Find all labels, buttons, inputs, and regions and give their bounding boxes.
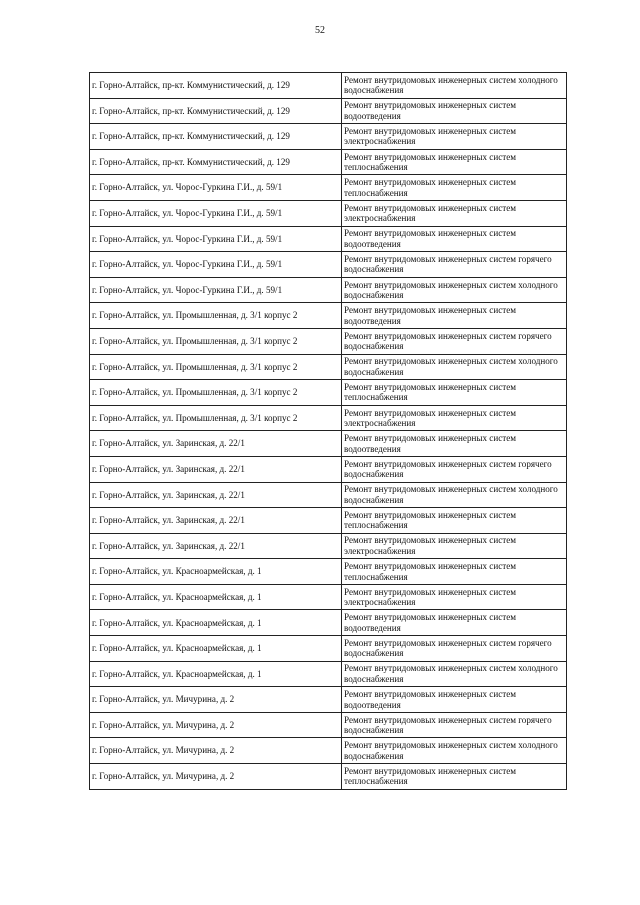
- address-cell: г. Горно-Алтайск, ул. Красноармейская, д. 1: [90, 661, 342, 687]
- table-row: [90, 661, 567, 687]
- table-row: [90, 354, 567, 380]
- table-row: [90, 533, 567, 559]
- table-row: [90, 482, 567, 508]
- table-row: [90, 636, 567, 662]
- work-type-cell: Ремонт внутридомовых инженерных систем холодного водоснабжения: [342, 738, 567, 764]
- table-row: [90, 431, 567, 457]
- work-type-cell: Ремонт внутридомовых инженерных систем электроснабжения: [342, 405, 567, 431]
- work-type-cell: Ремонт внутридомовых инженерных систем горячего водоснабжения: [342, 636, 567, 662]
- address-cell: г. Горно-Алтайск, ул. Красноармейская, д. 1: [90, 559, 342, 585]
- table-row: [90, 124, 567, 150]
- work-type-cell: Ремонт внутридомовых инженерных систем горячего водоснабжения: [342, 712, 567, 738]
- address-cell: г. Горно-Алтайск, ул. Мичурина, д. 2: [90, 712, 342, 738]
- work-type-cell: Ремонт внутридомовых инженерных систем электроснабжения: [342, 533, 567, 559]
- table-row: [90, 456, 567, 482]
- work-type-cell: Ремонт внутридомовых инженерных систем холодного водоснабжения: [342, 354, 567, 380]
- address-cell: г. Горно-Алтайск, ул. Красноармейская, д. 1: [90, 610, 342, 636]
- work-type-cell: Ремонт внутридомовых инженерных систем холодного водоснабжения: [342, 661, 567, 687]
- work-type-cell: Ремонт внутридомовых инженерных систем теплоснабжения: [342, 508, 567, 534]
- work-type-cell: Ремонт внутридомовых инженерных систем водоотведения: [342, 98, 567, 124]
- work-type-cell: Ремонт внутридомовых инженерных систем горячего водоснабжения: [342, 328, 567, 354]
- address-cell: г. Горно-Алтайск, ул. Заринская, д. 22/1: [90, 508, 342, 534]
- work-type-cell: Ремонт внутридомовых инженерных систем холодного водоснабжения: [342, 482, 567, 508]
- work-type-cell: Ремонт внутридомовых инженерных систем теплоснабжения: [342, 380, 567, 406]
- address-cell: г. Горно-Алтайск, ул. Мичурина, д. 2: [90, 687, 342, 713]
- address-cell: г. Горно-Алтайск, ул. Красноармейская, д. 1: [90, 584, 342, 610]
- page-number: 52: [315, 25, 325, 36]
- address-cell: г. Горно-Алтайск, ул. Чорос-Гуркина Г.И., д. 59/1: [90, 175, 342, 201]
- table-row: [90, 277, 567, 303]
- table-row: [90, 738, 567, 764]
- address-cell: г. Горно-Алтайск, ул. Промышленная, д. 3/1 корпус 2: [90, 380, 342, 406]
- work-type-cell: Ремонт внутридомовых инженерных систем электроснабжения: [342, 584, 567, 610]
- table-row: [90, 200, 567, 226]
- work-type-cell: Ремонт внутридомовых инженерных систем электроснабжения: [342, 124, 567, 150]
- address-cell: г. Горно-Алтайск, ул. Заринская, д. 22/1: [90, 431, 342, 457]
- address-cell: г. Горно-Алтайск, ул. Красноармейская, д. 1: [90, 636, 342, 662]
- work-type-cell: Ремонт внутридомовых инженерных систем водоотведения: [342, 226, 567, 252]
- address-cell: г. Горно-Алтайск, ул. Мичурина, д. 2: [90, 764, 342, 790]
- table-row: [90, 712, 567, 738]
- address-cell: г. Горно-Алтайск, ул. Промышленная, д. 3/1 корпус 2: [90, 303, 342, 329]
- table-row: [90, 149, 567, 175]
- work-type-cell: Ремонт внутридомовых инженерных систем горячего водоснабжения: [342, 456, 567, 482]
- address-cell: г. Горно-Алтайск, ул. Чорос-Гуркина Г.И., д. 59/1: [90, 252, 342, 278]
- table-row: [90, 328, 567, 354]
- address-cell: г. Горно-Алтайск, пр-кт. Коммунистический, д. 129: [90, 149, 342, 175]
- table-row: [90, 405, 567, 431]
- table-row: [90, 380, 567, 406]
- table-row: [90, 98, 567, 124]
- table-row: [90, 303, 567, 329]
- work-type-cell: Ремонт внутридомовых инженерных систем водоотведения: [342, 431, 567, 457]
- table-row: [90, 584, 567, 610]
- table-body: [90, 73, 567, 790]
- table-row: [90, 252, 567, 278]
- address-cell: г. Горно-Алтайск, ул. Заринская, д. 22/1: [90, 456, 342, 482]
- address-cell: г. Горно-Алтайск, ул. Заринская, д. 22/1: [90, 482, 342, 508]
- address-cell: г. Горно-Алтайск, пр-кт. Коммунистический, д. 129: [90, 73, 342, 99]
- address-cell: г. Горно-Алтайск, пр-кт. Коммунистический, д. 129: [90, 124, 342, 150]
- table-row: [90, 559, 567, 585]
- work-type-cell: Ремонт внутридомовых инженерных систем теплоснабжения: [342, 149, 567, 175]
- work-type-cell: Ремонт внутридомовых инженерных систем холодного водоснабжения: [342, 73, 567, 99]
- work-type-cell: Ремонт внутридомовых инженерных систем водоотведения: [342, 303, 567, 329]
- table-row: [90, 73, 567, 99]
- address-cell: г. Горно-Алтайск, ул. Промышленная, д. 3/1 корпус 2: [90, 354, 342, 380]
- address-cell: г. Горно-Алтайск, ул. Заринская, д. 22/1: [90, 533, 342, 559]
- work-type-cell: Ремонт внутридомовых инженерных систем горячего водоснабжения: [342, 252, 567, 278]
- repair-works-table: [89, 72, 567, 790]
- work-type-cell: Ремонт внутридомовых инженерных систем холодного водоснабжения: [342, 277, 567, 303]
- address-cell: г. Горно-Алтайск, ул. Промышленная, д. 3/1 корпус 2: [90, 328, 342, 354]
- work-type-cell: Ремонт внутридомовых инженерных систем водоотведения: [342, 610, 567, 636]
- table-row: [90, 687, 567, 713]
- address-cell: г. Горно-Алтайск, пр-кт. Коммунистический, д. 129: [90, 98, 342, 124]
- work-type-cell: Ремонт внутридомовых инженерных систем водоотведения: [342, 687, 567, 713]
- work-type-cell: Ремонт внутридомовых инженерных систем теплоснабжения: [342, 175, 567, 201]
- work-type-cell: Ремонт внутридомовых инженерных систем теплоснабжения: [342, 559, 567, 585]
- address-cell: г. Горно-Алтайск, ул. Промышленная, д. 3/1 корпус 2: [90, 405, 342, 431]
- address-cell: г. Горно-Алтайск, ул. Чорос-Гуркина Г.И., д. 59/1: [90, 200, 342, 226]
- work-type-cell: Ремонт внутридомовых инженерных систем электроснабжения: [342, 200, 567, 226]
- address-cell: г. Горно-Алтайск, ул. Мичурина, д. 2: [90, 738, 342, 764]
- table-row: [90, 175, 567, 201]
- address-cell: г. Горно-Алтайск, ул. Чорос-Гуркина Г.И., д. 59/1: [90, 277, 342, 303]
- table-row: [90, 764, 567, 790]
- table-row: [90, 610, 567, 636]
- work-type-cell: Ремонт внутридомовых инженерных систем теплоснабжения: [342, 764, 567, 790]
- address-cell: г. Горно-Алтайск, ул. Чорос-Гуркина Г.И., д. 59/1: [90, 226, 342, 252]
- table-row: [90, 508, 567, 534]
- table-row: [90, 226, 567, 252]
